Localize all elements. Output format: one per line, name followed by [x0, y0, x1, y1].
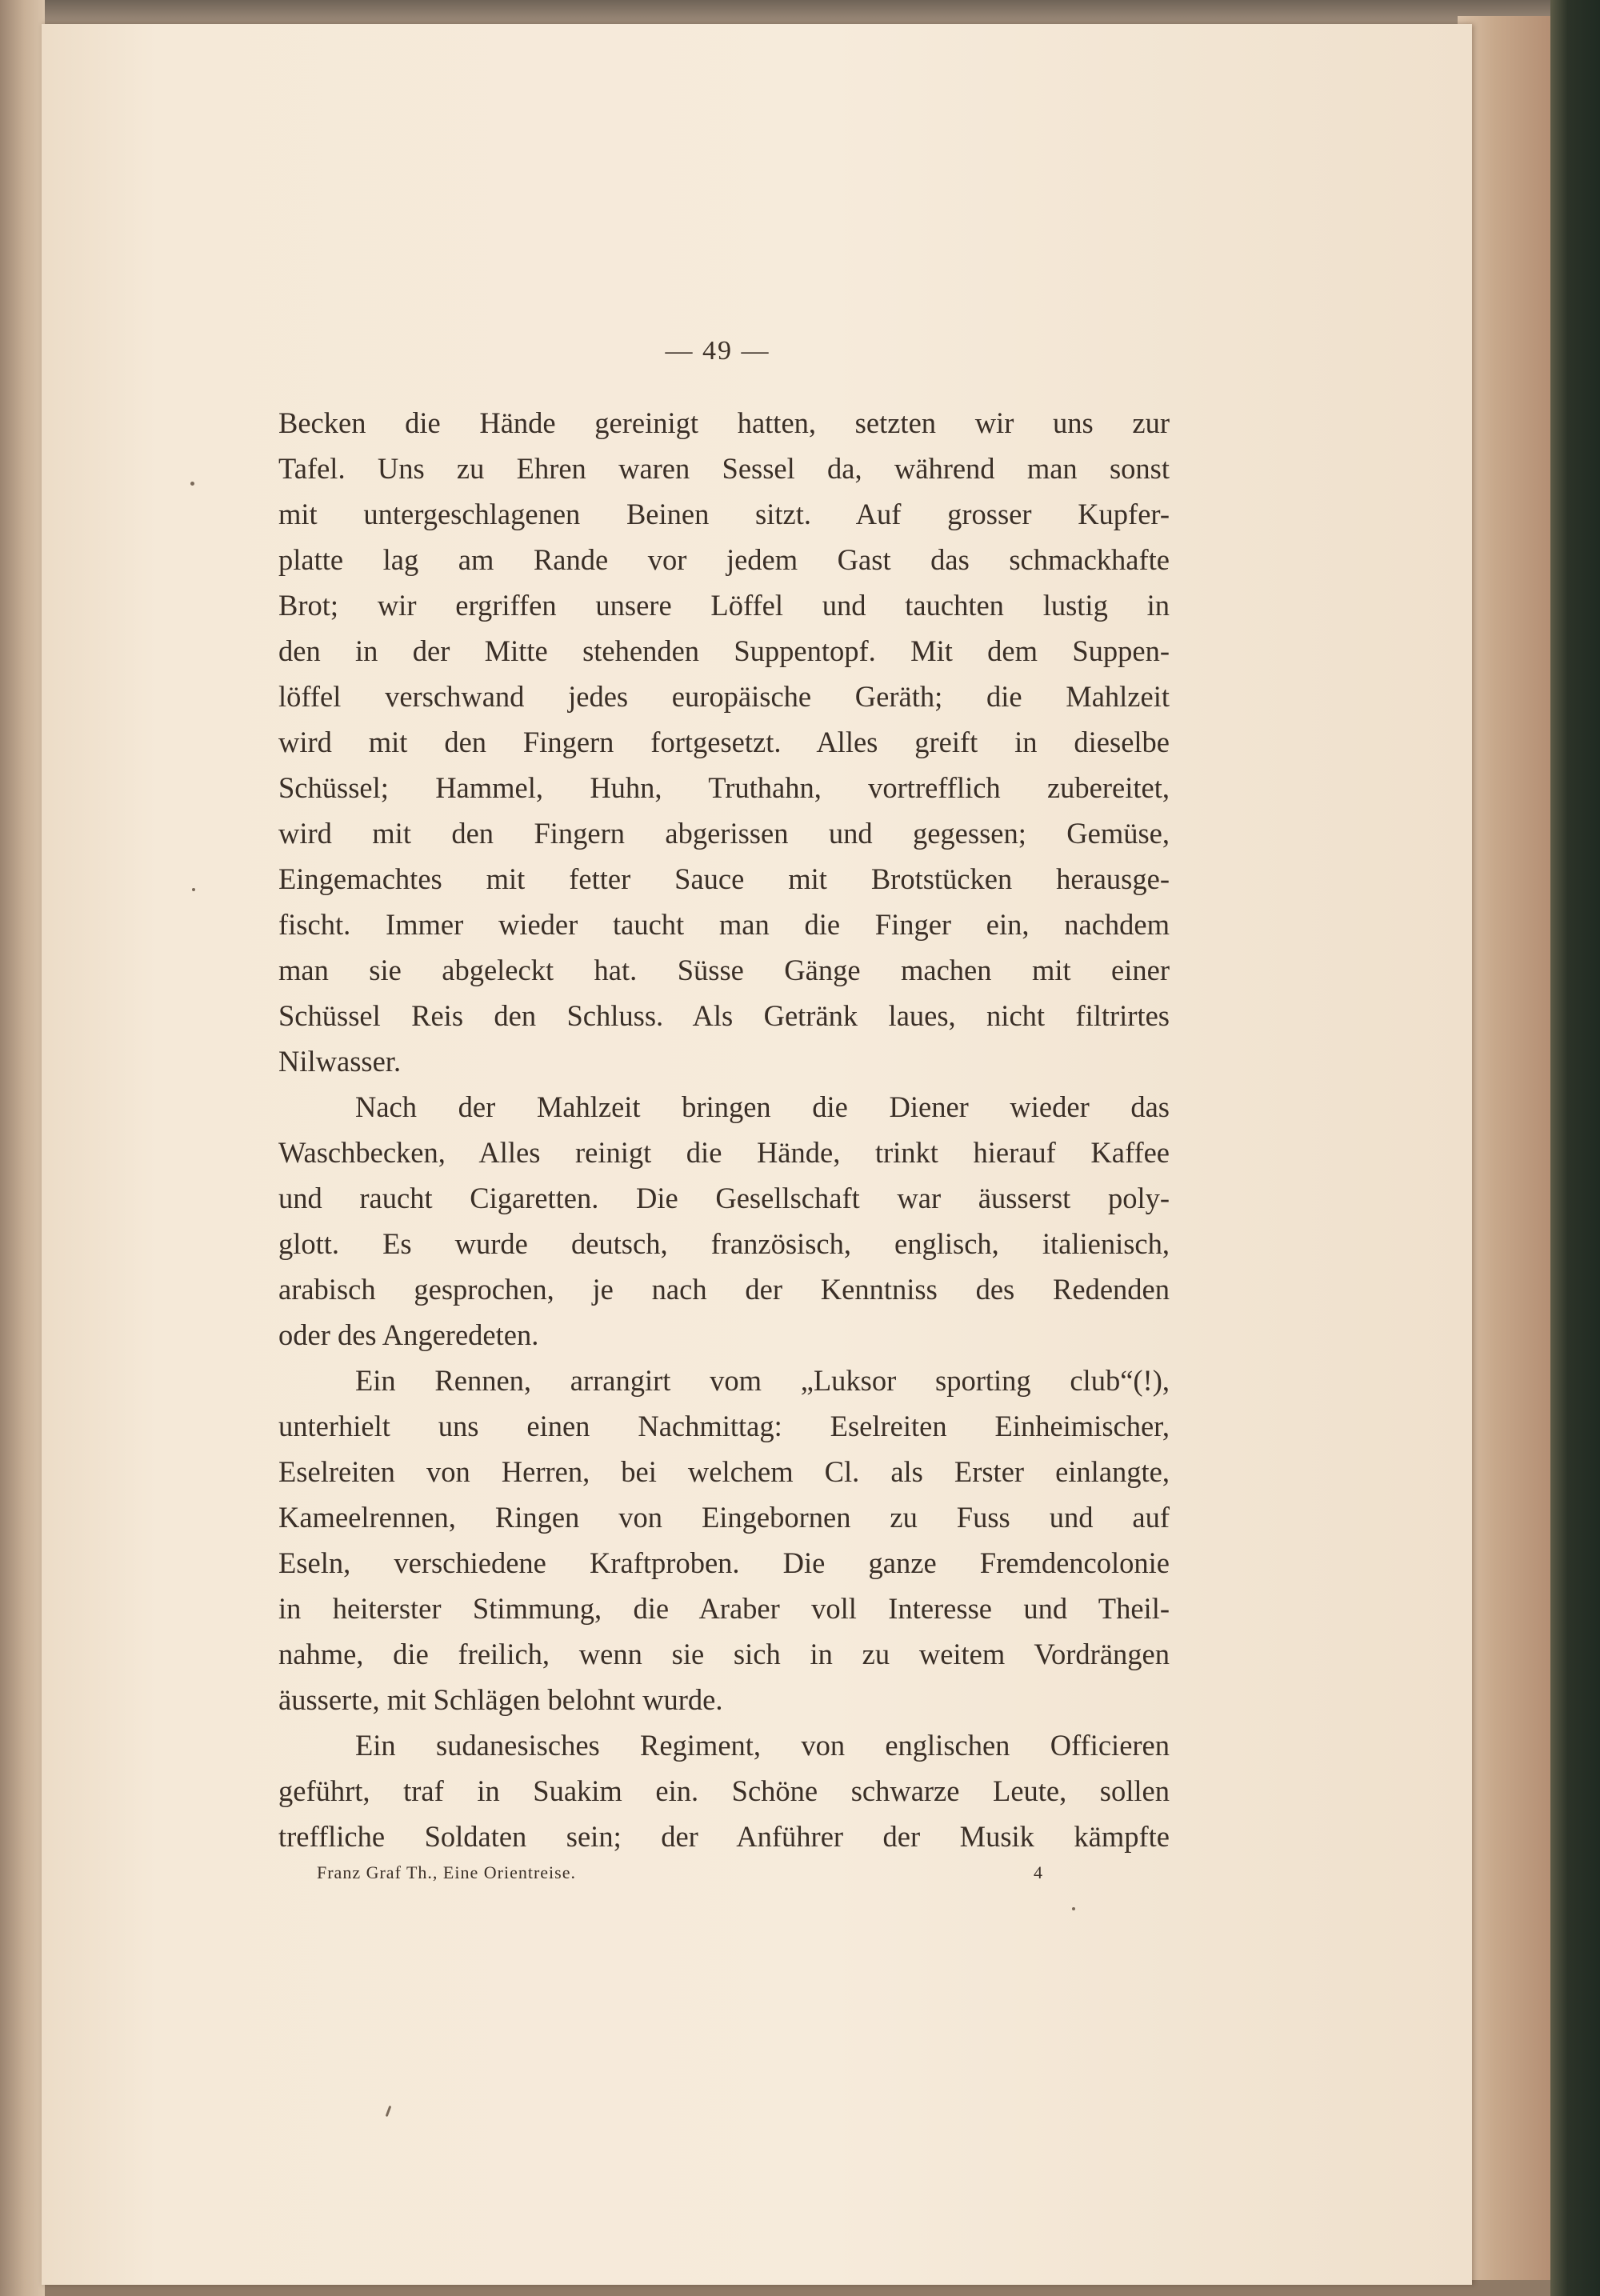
- text-line: treffliche Soldaten sein; der Anführer der Musik kämpfte: [278, 1820, 1170, 1853]
- text-line: Nilwasser.: [278, 1045, 402, 1078]
- text-line: Nach der Mahlzeit bringen die Diener wieder das: [355, 1090, 1170, 1123]
- text-line: Eingemachtes mit fetter Sauce mit Brotstücken herausge-: [278, 862, 1170, 895]
- imprint-line: Franz Graf Th., Eine Orientreise.: [317, 1862, 576, 1882]
- text-line: und raucht Cigaretten. Die Gesellschaft war äusserst poly-: [278, 1182, 1170, 1214]
- text-line: unterhielt uns einen Nachmittag: Eselreiten Einheimischer,: [278, 1410, 1170, 1442]
- paper-speck: [1072, 1907, 1075, 1910]
- book-page: [42, 24, 1472, 2285]
- text-line: Ein Rennen, arrangirt vom „Luksor sporting club“(!),: [355, 1364, 1170, 1397]
- book-left-edge: [0, 0, 45, 2296]
- text-line: in heiterster Stimmung, die Araber voll Interesse und Theil-: [278, 1592, 1170, 1625]
- text-line: nahme, die freilich, wenn sie sich in zu weitem Vordrängen: [278, 1638, 1170, 1670]
- book-cover-board: [1550, 0, 1600, 2296]
- text-line: den in der Mitte stehenden Suppentopf. Mit dem Suppen-: [278, 634, 1170, 667]
- signature-mark: 4: [1034, 1862, 1043, 1882]
- paper-speck: [192, 888, 195, 891]
- body-text: [278, 400, 1170, 1859]
- text-line: platte lag am Rande vor jedem Gast das schmackhafte: [278, 543, 1170, 576]
- text-line: Eselreiten von Herren, bei welchem Cl. als Erster einlangte,: [278, 1455, 1170, 1488]
- text-line: oder des Angeredeten.: [278, 1318, 539, 1351]
- text-line: Brot; wir ergriffen unsere Löffel und tauchten lustig in: [278, 589, 1170, 622]
- text-line: äusserte, mit Schlägen belohnt wurde.: [278, 1683, 723, 1716]
- text-line: Ein sudanesisches Regiment, von englischen Officieren: [355, 1729, 1170, 1762]
- paragraph-4: [278, 1722, 1170, 1859]
- page-footer: [317, 1862, 1069, 1883]
- book-top-edge: [0, 0, 1600, 27]
- text-line: geführt, traf in Suakim ein. Schöne schwarze Leute, sollen: [278, 1774, 1170, 1807]
- text-line: mit untergeschlagenen Beinen sitzt. Auf grosser Kupfer-: [278, 498, 1170, 530]
- text-line: man sie abgeleckt hat. Süsse Gänge machen mit einer: [278, 954, 1170, 986]
- text-line: Schüssel; Hammel, Huhn, Truthahn, vortrefflich zubereitet,: [278, 771, 1170, 804]
- text-line: arabisch gesprochen, je nach der Kenntniss des Redenden: [278, 1273, 1170, 1306]
- text-line: Schüssel Reis den Schluss. Als Getränk laues, nicht filtrirtes: [278, 999, 1170, 1032]
- text-line: Kameelrennen, Ringen von Eingebornen zu Fuss und auf: [278, 1501, 1170, 1534]
- text-line: Tafel. Uns zu Ehren waren Sessel da, während man sonst: [278, 452, 1170, 485]
- page-number: — 49 —: [665, 336, 770, 366]
- paper-speck: [190, 482, 194, 486]
- paper-speck: [386, 2106, 392, 2117]
- text-line: löffel verschwand jedes europäische Geräth; die Mahlzeit: [278, 680, 1170, 713]
- text-line: Waschbecken, Alles reinigt die Hände, trinkt hierauf Kaffee: [278, 1136, 1170, 1169]
- text-line: wird mit den Fingern fortgesetzt. Alles greift in dieselbe: [278, 726, 1170, 758]
- paragraph-2: [278, 1084, 1170, 1358]
- paragraph-1: [278, 400, 1170, 1084]
- text-line: Eseln, verschiedene Kraftproben. Die ganze Fremdencolonie: [278, 1546, 1170, 1579]
- text-line: Becken die Hände gereinigt hatten, setzten wir uns zur: [278, 406, 1170, 439]
- text-line: wird mit den Fingern abgerissen und gegessen; Gemüse,: [278, 817, 1170, 850]
- paragraph-3: [278, 1358, 1170, 1722]
- text-line: glott. Es wurde deutsch, französisch, englisch, italienisch,: [278, 1227, 1170, 1260]
- text-line: fischt. Immer wieder taucht man die Finger ein, nachdem: [278, 908, 1170, 941]
